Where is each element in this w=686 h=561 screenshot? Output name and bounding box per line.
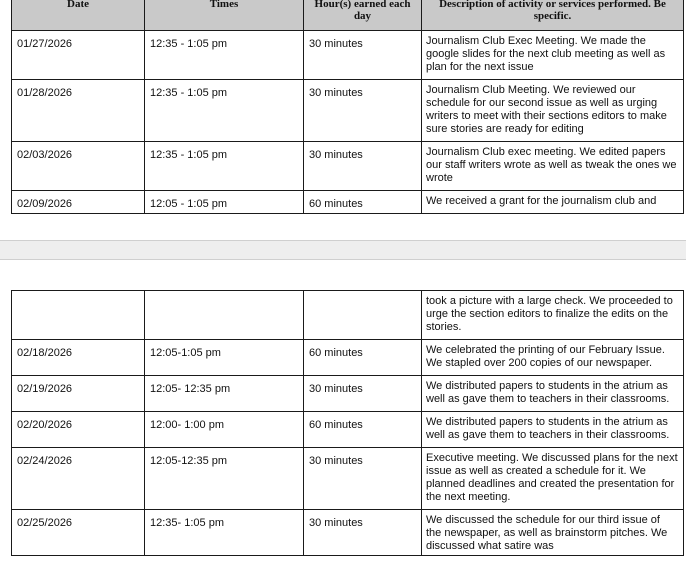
- header-date: Date: [12, 0, 145, 31]
- cell-hours: 30 minutes: [304, 376, 422, 412]
- cell-description: We celebrated the printing of our February Issue. We stapled over 200 copies of our newspaper.: [422, 340, 684, 376]
- cell-hours: 30 minutes: [304, 31, 422, 80]
- cell-description: Journalism Club Meeting. We reviewed our schedule for our second issue as well as urging writers to meet with their sections editors to make sure stories are ready for editing: [422, 80, 684, 142]
- header-description: Description of activity or services performed. Be specific.: [422, 0, 684, 31]
- table-row: [12, 448, 684, 510]
- cell-times: 12:05-12:35 pm: [145, 448, 304, 510]
- cell-times: 12:35 - 1:05 pm: [145, 80, 304, 142]
- cell-times: [145, 291, 304, 340]
- page-break: [0, 240, 686, 260]
- cell-date: 02/18/2026: [12, 340, 145, 376]
- cell-description: Journalism Club exec meeting. We edited papers our staff writers wrote as well as tweak the ones we wrote: [422, 142, 684, 191]
- table-row: [12, 80, 684, 142]
- cell-hours: 30 minutes: [304, 510, 422, 556]
- cell-times: 12:05 - 1:05 pm: [145, 191, 304, 214]
- cell-description: Journalism Club Exec Meeting. We made the google slides for the next club meeting as well as plan for the next issue: [422, 31, 684, 80]
- cell-times: 12:35 - 1:05 pm: [145, 31, 304, 80]
- cell-date: 02/24/2026: [12, 448, 145, 510]
- activity-log-table-page-1: [11, 0, 684, 214]
- header-hours: Hour(s) earned each day: [304, 0, 422, 31]
- cell-date: 02/25/2026: [12, 510, 145, 556]
- cell-date: 02/19/2026: [12, 376, 145, 412]
- table-row: [12, 412, 684, 448]
- cell-times: 12:05- 12:35 pm: [145, 376, 304, 412]
- cell-times: 12:00- 1:00 pm: [145, 412, 304, 448]
- activity-log-table-page-2: [11, 290, 684, 556]
- cell-description: Executive meeting. We discussed plans for the next issue as well as created a schedule for it. We planned deadlines and created the presentation for the next meeting.: [422, 448, 684, 510]
- cell-times: 12:35- 1:05 pm: [145, 510, 304, 556]
- cell-description: We distributed papers to students in the atrium as well as gave them to teachers in their classrooms.: [422, 376, 684, 412]
- cell-hours: 30 minutes: [304, 448, 422, 510]
- table-row: [12, 31, 684, 80]
- table-row: [12, 376, 684, 412]
- cell-hours: 60 minutes: [304, 340, 422, 376]
- cell-description: took a picture with a large check. We proceeded to urge the section editors to finalize the edits on the stories.: [422, 291, 684, 340]
- table-row: [12, 291, 684, 340]
- cell-date: 02/20/2026: [12, 412, 145, 448]
- cell-description: We distributed papers to students in the atrium as well as gave them to teachers in their classrooms.: [422, 412, 684, 448]
- cell-hours: 60 minutes: [304, 191, 422, 214]
- cell-hours: [304, 291, 422, 340]
- table-row: [12, 191, 684, 214]
- cell-description: We discussed the schedule for our third issue of the newspaper, as well as brainstorm pitches. We discussed what satire was: [422, 510, 684, 556]
- cell-date: [12, 291, 145, 340]
- table-row: [12, 510, 684, 556]
- cell-description: We received a grant for the journalism club and: [422, 191, 684, 214]
- cell-date: 02/09/2026: [12, 191, 145, 214]
- table-row: [12, 142, 684, 191]
- cell-hours: 30 minutes: [304, 80, 422, 142]
- cell-hours: 60 minutes: [304, 412, 422, 448]
- table-header-row: [12, 0, 684, 31]
- cell-date: 02/03/2026: [12, 142, 145, 191]
- cell-times: 12:35 - 1:05 pm: [145, 142, 304, 191]
- cell-date: 01/27/2026: [12, 31, 145, 80]
- cell-times: 12:05-1:05 pm: [145, 340, 304, 376]
- cell-date: 01/28/2026: [12, 80, 145, 142]
- table-row: [12, 340, 684, 376]
- cell-hours: 30 minutes: [304, 142, 422, 191]
- header-times: Times: [145, 0, 304, 31]
